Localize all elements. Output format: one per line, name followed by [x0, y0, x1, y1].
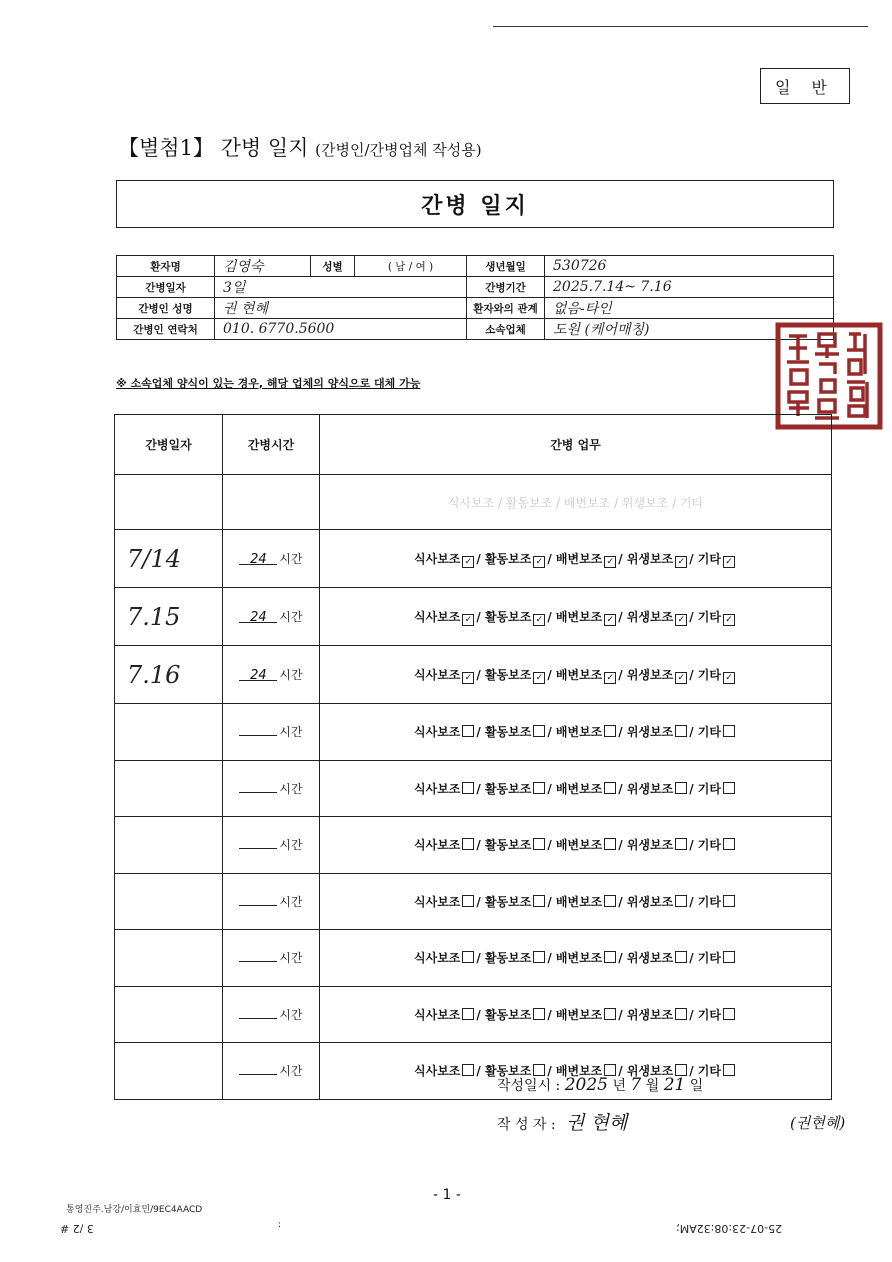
- separator: /: [547, 1007, 556, 1022]
- empty-checkbox[interactable]: [462, 782, 474, 794]
- carer-name-value: 권 현혜: [215, 298, 467, 319]
- duty-label: 위생보조: [626, 551, 674, 566]
- empty-checkbox[interactable]: [533, 725, 545, 737]
- sign-month: 7: [630, 1075, 642, 1095]
- hours-suffix: 시간: [279, 610, 303, 624]
- duty-label: 활동보조: [484, 781, 532, 796]
- separator: /: [476, 838, 485, 853]
- separator: /: [618, 894, 627, 909]
- separator: /: [618, 1007, 627, 1022]
- hours-suffix: 시간: [279, 1007, 303, 1022]
- duty-label: 활동보조: [484, 838, 532, 853]
- empty-checkbox[interactable]: [462, 725, 474, 737]
- separator: /: [689, 551, 698, 566]
- separator: /: [689, 951, 698, 966]
- handwritten-signature: (권현혜): [790, 1114, 846, 1132]
- separator: /: [689, 725, 698, 740]
- checked-checkbox[interactable]: ✓: [533, 614, 545, 626]
- checked-checkbox[interactable]: ✓: [723, 672, 735, 684]
- separator: /: [547, 551, 556, 566]
- attachment-heading: [118, 132, 482, 162]
- duty-label: 활동보조: [484, 667, 532, 682]
- empty-checkbox[interactable]: [533, 895, 545, 907]
- patient-name-value: 김영숙: [215, 256, 311, 277]
- patient-name-label: 환자명: [117, 256, 215, 277]
- birth-label: 생년월일: [467, 256, 545, 277]
- checked-checkbox[interactable]: ✓: [675, 556, 687, 568]
- days-value: 3일: [215, 277, 467, 298]
- empty-checkbox[interactable]: [604, 1008, 616, 1020]
- row-hours-cell: [223, 1043, 320, 1100]
- row-hours-cell: [223, 760, 320, 817]
- writer-label: 작 성 자 :: [497, 1117, 556, 1133]
- separator: /: [547, 609, 556, 624]
- duty-label: 기타: [697, 781, 721, 796]
- duty-label: 기타: [697, 667, 721, 682]
- duty-label: 식사보조: [414, 951, 461, 966]
- separator: /: [689, 894, 698, 909]
- checked-checkbox[interactable]: ✓: [723, 556, 735, 568]
- duty-label: 배변보조: [555, 781, 603, 796]
- row-hours-cell: [223, 817, 320, 874]
- separator: /: [618, 551, 627, 566]
- row-duties: [320, 817, 832, 874]
- empty-checkbox[interactable]: [533, 1008, 545, 1020]
- sign-year: 2025: [564, 1075, 608, 1095]
- row-duties: [320, 930, 832, 987]
- empty-checkbox[interactable]: [675, 838, 687, 850]
- duty-label: 기타: [697, 894, 721, 909]
- checked-checkbox[interactable]: ✓: [462, 556, 474, 568]
- contact-value: 010. 6770.5600: [215, 319, 467, 340]
- fax-footer-mid: :: [278, 1220, 282, 1230]
- row-hours: [239, 893, 277, 906]
- empty-checkbox[interactable]: [723, 951, 735, 963]
- hours-suffix: 시간: [279, 552, 303, 566]
- duty-label: 위생보조: [626, 1007, 674, 1022]
- duty-label: 배변보조: [555, 551, 603, 566]
- row-date: 7/14: [115, 530, 223, 588]
- signature-writer-line: [497, 1108, 627, 1135]
- empty-checkbox[interactable]: [604, 782, 616, 794]
- duty-label: 기타: [697, 838, 721, 853]
- empty-checkbox[interactable]: [723, 895, 735, 907]
- empty-checkbox[interactable]: [604, 951, 616, 963]
- row-date: 7.15: [115, 588, 223, 646]
- sign-day: 21: [663, 1075, 686, 1095]
- empty-checkbox[interactable]: [533, 782, 545, 794]
- category-badge: 일 반: [760, 68, 850, 104]
- duty-label: 활동보조: [484, 951, 532, 966]
- separator: /: [689, 1064, 698, 1079]
- row-duties: [320, 530, 832, 588]
- year-unit: 년: [612, 1078, 626, 1094]
- empty-checkbox[interactable]: [604, 725, 616, 737]
- hours-suffix: 시간: [279, 781, 303, 796]
- fax-footer-left: 통영진주.남강/이효민/9EC4AACD: [66, 1205, 203, 1215]
- checked-checkbox[interactable]: ✓: [604, 672, 616, 684]
- fax-footer-mirrored-left: 3 /2 #: [60, 1222, 94, 1235]
- month-unit: 월: [645, 1078, 660, 1094]
- checked-checkbox[interactable]: ✓: [533, 556, 545, 568]
- duty-label: 위생보조: [626, 838, 674, 853]
- row-date: [115, 1043, 223, 1100]
- duty-label: 배변보조: [555, 1064, 603, 1079]
- form-title: 간병 일지: [116, 180, 834, 228]
- empty-checkbox[interactable]: [675, 782, 687, 794]
- row-hours: [239, 723, 277, 736]
- row-duties: [320, 588, 832, 646]
- row-hours: [239, 780, 277, 793]
- row-hours: 24: [239, 552, 277, 565]
- row-hours-cell: [223, 873, 320, 930]
- row-hours: [239, 1062, 277, 1075]
- date-label: 작성일시 :: [497, 1078, 561, 1094]
- separator: /: [547, 838, 556, 853]
- duty-label: 배변보조: [555, 894, 603, 909]
- separator: /: [689, 609, 698, 624]
- table-row: [115, 760, 832, 817]
- checked-checkbox[interactable]: ✓: [604, 556, 616, 568]
- duty-label: 활동보조: [484, 1007, 532, 1022]
- empty-checkbox[interactable]: [604, 895, 616, 907]
- row-date: [115, 930, 223, 987]
- empty-checkbox[interactable]: [462, 838, 474, 850]
- separator: /: [618, 1064, 627, 1079]
- info-table: [116, 255, 834, 340]
- empty-checkbox[interactable]: [533, 951, 545, 963]
- duty-label: 기타: [697, 725, 721, 740]
- gender-label: 성별: [311, 256, 355, 277]
- separator: /: [547, 667, 556, 682]
- row-hours-cell: [223, 530, 320, 588]
- duty-label: 식사보조: [414, 667, 461, 682]
- substitution-note: ※ 소속업체 양식이 있는 경우, 해당 업체의 양식으로 대체 가능: [116, 377, 421, 390]
- row-hours-cell: [223, 646, 320, 704]
- day-unit: 일: [689, 1078, 704, 1094]
- separator: /: [547, 1064, 556, 1079]
- relation-value: 없음-타인: [545, 298, 834, 319]
- table-row: [115, 1043, 832, 1100]
- separator: /: [547, 951, 556, 966]
- duty-label: 기타: [697, 551, 721, 566]
- row-hours-cell: [223, 704, 320, 761]
- separator: /: [547, 725, 556, 740]
- separator: /: [476, 725, 485, 740]
- contact-label: 간병인 연락처: [117, 319, 215, 340]
- duty-label: 배변보조: [555, 667, 603, 682]
- duty-label: 활동보조: [484, 725, 532, 740]
- separator: /: [689, 781, 698, 796]
- hours-suffix: 시간: [279, 894, 303, 909]
- days-label: 간병일자: [117, 277, 215, 298]
- top-rule: [493, 26, 868, 27]
- col-header-hours: 간병시간: [223, 415, 320, 475]
- separator: /: [476, 1064, 485, 1079]
- duty-label: 식사보조: [414, 838, 461, 853]
- duty-label: 위생보조: [626, 725, 674, 740]
- row-duties: [320, 986, 832, 1043]
- row-hours-cell: [223, 930, 320, 987]
- row-duties: [320, 873, 832, 930]
- duty-label: 식사보조: [414, 894, 461, 909]
- heading-sub: (간병인/간병업체 작성용): [315, 141, 482, 159]
- empty-checkbox[interactable]: [462, 1008, 474, 1020]
- checked-checkbox[interactable]: ✓: [533, 672, 545, 684]
- duty-label: 위생보조: [626, 781, 674, 796]
- separator: /: [618, 667, 627, 682]
- duty-label: 활동보조: [484, 1064, 532, 1079]
- row-date: [115, 704, 223, 761]
- row-date: [115, 817, 223, 874]
- separator: /: [618, 838, 627, 853]
- checked-checkbox[interactable]: ✓: [675, 672, 687, 684]
- table-row: [115, 873, 832, 930]
- row-hours: [239, 1006, 277, 1019]
- empty-checkbox[interactable]: [723, 1064, 735, 1076]
- duty-label: 식사보조: [414, 1007, 461, 1022]
- separator: /: [476, 781, 485, 796]
- row-duties: [320, 760, 832, 817]
- faded-duty-text: 식사보조 / 활동보조 / 배변보조 / 위생보조 / 기타: [320, 475, 832, 530]
- row-hours: [239, 949, 277, 962]
- separator: /: [689, 667, 698, 682]
- row-hours-cell: [223, 588, 320, 646]
- duty-label: 위생보조: [626, 1064, 674, 1079]
- empty-checkbox[interactable]: [723, 725, 735, 737]
- separator: /: [547, 894, 556, 909]
- empty-checkbox[interactable]: [462, 1064, 474, 1076]
- duty-label: 배변보조: [555, 1007, 603, 1022]
- checked-checkbox[interactable]: ✓: [604, 614, 616, 626]
- duty-label: 기타: [697, 1064, 721, 1079]
- row-duties: [320, 646, 832, 704]
- checked-checkbox[interactable]: ✓: [462, 614, 474, 626]
- row-date: [115, 986, 223, 1043]
- separator: /: [618, 725, 627, 740]
- fax-footer-mirrored-right: 25-07-23:08:32AM;: [676, 1222, 783, 1235]
- period-value: 2025.7.14~ 7.16: [545, 277, 834, 298]
- empty-checkbox[interactable]: [533, 838, 545, 850]
- duty-label: 활동보조: [484, 551, 532, 566]
- duty-label: 위생보조: [626, 951, 674, 966]
- empty-checkbox[interactable]: [462, 951, 474, 963]
- duty-label: 식사보조: [414, 1064, 461, 1079]
- birth-value: 530726: [545, 256, 834, 277]
- separator: /: [618, 609, 627, 624]
- company-label: 소속업체: [467, 319, 545, 340]
- duty-label: 활동보조: [484, 894, 532, 909]
- duty-label: 활동보조: [484, 609, 532, 624]
- duty-label: 기타: [697, 951, 721, 966]
- row-hours: [239, 836, 277, 849]
- empty-checkbox[interactable]: [675, 725, 687, 737]
- empty-checkbox[interactable]: [675, 951, 687, 963]
- faded-row: [115, 475, 832, 530]
- carer-name-label: 간병인 성명: [117, 298, 215, 319]
- duty-label: 위생보조: [626, 894, 674, 909]
- row-hours: 24: [239, 610, 277, 623]
- table-row: [115, 930, 832, 987]
- col-header-duty: 간병 업무: [320, 415, 832, 475]
- duty-label: 배변보조: [555, 725, 603, 740]
- checked-checkbox[interactable]: ✓: [723, 614, 735, 626]
- separator: /: [476, 667, 485, 682]
- company-value: 도원 (케어매칭): [545, 319, 834, 340]
- signature-date-line: [497, 1075, 703, 1095]
- duty-label: 식사보조: [414, 551, 461, 566]
- table-row: [115, 530, 832, 588]
- checked-checkbox[interactable]: ✓: [462, 672, 474, 684]
- empty-checkbox[interactable]: [604, 838, 616, 850]
- empty-checkbox[interactable]: [723, 1008, 735, 1020]
- row-date: [115, 873, 223, 930]
- hours-suffix: 시간: [279, 838, 303, 853]
- duty-label: 위생보조: [626, 609, 674, 624]
- duty-label: 위생보조: [626, 667, 674, 682]
- gender-value: ( 남 / 여 ): [355, 256, 467, 277]
- separator: /: [476, 951, 485, 966]
- empty-checkbox[interactable]: [462, 895, 474, 907]
- empty-checkbox[interactable]: [723, 782, 735, 794]
- duty-label: 식사보조: [414, 725, 461, 740]
- separator: /: [618, 951, 627, 966]
- separator: /: [476, 894, 485, 909]
- col-header-date: 간병일자: [115, 415, 223, 475]
- duty-label: 기타: [697, 1007, 721, 1022]
- duty-label: 식사보조: [414, 609, 461, 624]
- writer-name: 권 현혜: [566, 1112, 628, 1134]
- empty-checkbox[interactable]: [723, 838, 735, 850]
- separator: /: [618, 781, 627, 796]
- table-row: [115, 704, 832, 761]
- faded-date-cell: [115, 475, 223, 530]
- faded-hours-cell: [223, 475, 320, 530]
- table-row: [115, 646, 832, 704]
- separator: /: [689, 1007, 698, 1022]
- row-hours: 24: [239, 668, 277, 681]
- empty-checkbox[interactable]: [675, 1008, 687, 1020]
- care-log-table: [114, 414, 832, 1100]
- separator: /: [476, 1007, 485, 1022]
- checked-checkbox[interactable]: ✓: [675, 614, 687, 626]
- hours-suffix: 시간: [279, 951, 303, 966]
- heading-main: 【별첨1】 간병 일지: [118, 136, 309, 160]
- relation-label: 환자와의 관계: [467, 298, 545, 319]
- row-date: [115, 760, 223, 817]
- separator: /: [476, 609, 485, 624]
- empty-checkbox[interactable]: [675, 895, 687, 907]
- table-row: [115, 588, 832, 646]
- hours-suffix: 시간: [279, 725, 303, 740]
- table-row: [115, 986, 832, 1043]
- separator: /: [689, 838, 698, 853]
- duty-label: 식사보조: [414, 781, 461, 796]
- duty-label: 배변보조: [555, 609, 603, 624]
- separator: /: [476, 551, 485, 566]
- row-hours-cell: [223, 986, 320, 1043]
- row-date: 7.16: [115, 646, 223, 704]
- duty-label: 기타: [697, 609, 721, 624]
- page-number: - 1 -: [433, 1187, 461, 1203]
- separator: /: [547, 781, 556, 796]
- duty-label: 배변보조: [555, 838, 603, 853]
- duty-label: 배변보조: [555, 951, 603, 966]
- table-row: [115, 817, 832, 874]
- hours-suffix: 시간: [279, 668, 303, 682]
- care-log-body: [115, 475, 832, 1100]
- period-label: 간병기간: [467, 277, 545, 298]
- row-duties: [320, 704, 832, 761]
- hours-suffix: 시간: [279, 1064, 303, 1079]
